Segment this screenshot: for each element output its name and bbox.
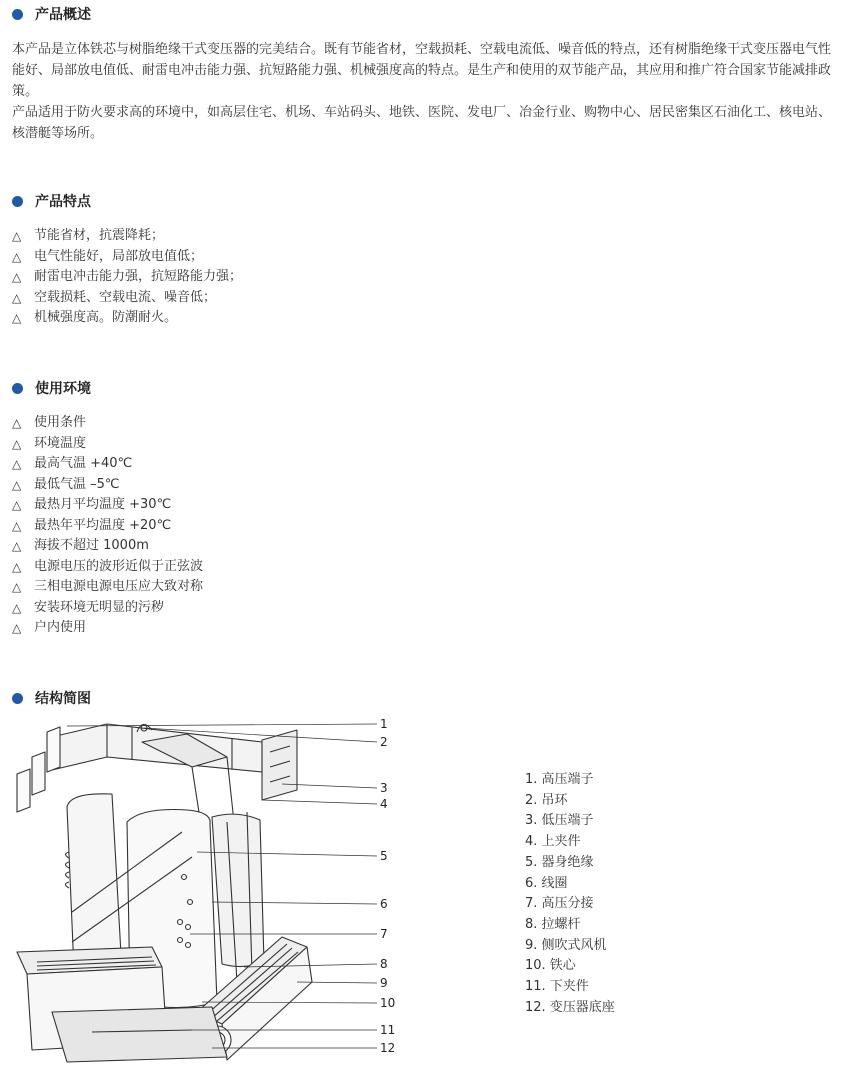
callout-11: 11 — [380, 1023, 396, 1037]
callout-3: 3 — [380, 781, 388, 795]
callout-7: 7 — [380, 927, 388, 941]
overview-header — [12, 4, 842, 24]
callout-1: 1 — [380, 717, 388, 731]
triangle-bullet-icon: △ — [12, 270, 22, 284]
list-item: △ 三相电源电源电压应大致对称 — [12, 577, 842, 598]
list-item: △ 最高气温 +40℃ — [12, 454, 842, 475]
callout-labels — [380, 717, 395, 1055]
legend-item: 4. 上夹件 — [525, 834, 581, 850]
callout-12: 12 — [380, 1041, 396, 1055]
legend-item: 5. 器身绝缘 — [525, 854, 594, 870]
triangle-bullet-icon: △ — [12, 229, 22, 243]
callout-4: 4 — [380, 797, 388, 811]
legend-item: 9. 侧吹式风机 — [525, 937, 607, 953]
triangle-bullet-icon: △ — [12, 559, 22, 574]
triangle-bullet-icon: △ — [12, 539, 22, 553]
callout-6: 6 — [380, 897, 388, 911]
callout-9: 9 — [380, 976, 388, 990]
features-section — [12, 191, 842, 329]
list-item: △ 耐雷电冲击能力强，抗短路能力强； — [12, 267, 842, 288]
legend-item: 11. 下夹件 — [525, 979, 589, 995]
structure-header — [12, 688, 842, 708]
list-item: △ 节能省材，抗震降耗； — [12, 226, 842, 247]
triangle-bullet-icon: △ — [12, 518, 22, 533]
legend-item: 6. 线圈 — [525, 875, 568, 891]
legend-item: 7. 高压分接 — [525, 896, 594, 912]
callout-5: 5 — [380, 849, 388, 863]
triangle-bullet-icon: △ — [12, 621, 22, 635]
bullet-dot-icon — [12, 693, 23, 704]
bullet-dot-icon — [12, 383, 23, 394]
legend-item: 8. 拉螺杆 — [525, 916, 581, 932]
environment-title: 使用环境 — [35, 381, 91, 397]
legend-item: 10. 铁心 — [525, 958, 576, 974]
list-item: △ 电源电压的波形近似于正弦波 — [12, 557, 842, 578]
list-item: △ 海拔不超过 1000m — [12, 536, 842, 557]
triangle-bullet-icon: △ — [12, 600, 22, 615]
environment-list — [12, 413, 842, 639]
list-item: △ 最热年平均温度 +20℃ — [12, 516, 842, 537]
overview-section — [12, 4, 842, 144]
callout-2: 2 — [380, 735, 388, 749]
legend-item: 1. 高压端子 — [525, 772, 594, 787]
bullet-dot-icon — [12, 196, 23, 207]
structure-title: 结构简图 — [35, 691, 91, 707]
list-item: △ 最低气温 –5℃ — [12, 475, 842, 496]
triangle-bullet-icon: △ — [12, 290, 22, 305]
overview-paragraph-1: 本产品是立体铁芯与树脂绝缘干式变压器的完美结合。既有节能省材，空载损耗、空载电流低、噪音低的特点，还有树脂绝缘干式变压器电气性能好、局部放电值低、耐雷电冲击能力强、抗短路能力强、机械强度高的特点。是生产和使用的双节能产品，其应用和推广符合国家节能减排政策。 — [12, 42, 832, 99]
callout-8: 8 — [380, 957, 388, 971]
list-item: △ 最热月平均温度 +30℃ — [12, 495, 842, 516]
list-item: △ 电气性能好，局部放电值低； — [12, 247, 842, 268]
transformer-drawing — [17, 724, 312, 1062]
legend-item: 3. 低压端子 — [525, 813, 594, 829]
triangle-bullet-icon: △ — [12, 477, 22, 492]
triangle-bullet-icon: △ — [12, 580, 22, 594]
list-item: △ 环境温度 — [12, 434, 842, 455]
legend-item: 12. 变压器底座 — [525, 999, 615, 1015]
environment-header — [12, 378, 842, 398]
bullet-dot-icon — [12, 9, 23, 20]
list-item: △ 安装环境无明显的污秽 — [12, 598, 842, 619]
triangle-bullet-icon: △ — [12, 436, 22, 451]
triangle-bullet-icon: △ — [12, 416, 22, 430]
triangle-bullet-icon: △ — [12, 498, 22, 512]
triangle-bullet-icon: △ — [12, 311, 22, 325]
features-list — [12, 226, 842, 329]
structure-section — [12, 688, 842, 708]
list-item: △ 户内使用 — [12, 618, 842, 639]
features-title: 产品特点 — [35, 194, 91, 210]
callout-10: 10 — [380, 996, 396, 1010]
triangle-bullet-icon: △ — [12, 457, 22, 471]
features-header — [12, 191, 842, 211]
structure-legend — [525, 770, 615, 1018]
transformer-structure-diagram — [12, 712, 432, 1067]
overview-title: 产品概述 — [35, 7, 91, 23]
legend-item: 2. 吊环 — [525, 792, 568, 808]
triangle-bullet-icon: △ — [12, 249, 22, 264]
environment-section — [12, 378, 842, 639]
list-item: △ 机械强度高。防潮耐火。 — [12, 308, 842, 329]
list-item: △ 空载损耗、空载电流、噪音低； — [12, 288, 842, 309]
overview-paragraph-2: 产品适用于防火要求高的环境中，如高层住宅、机场、车站码头、地铁、医院、发电厂、冶金行业、购物中心、居民密集区石油化工、核电站、核潜艇等场所。 — [12, 105, 832, 141]
list-item: △ 使用条件 — [12, 413, 842, 434]
